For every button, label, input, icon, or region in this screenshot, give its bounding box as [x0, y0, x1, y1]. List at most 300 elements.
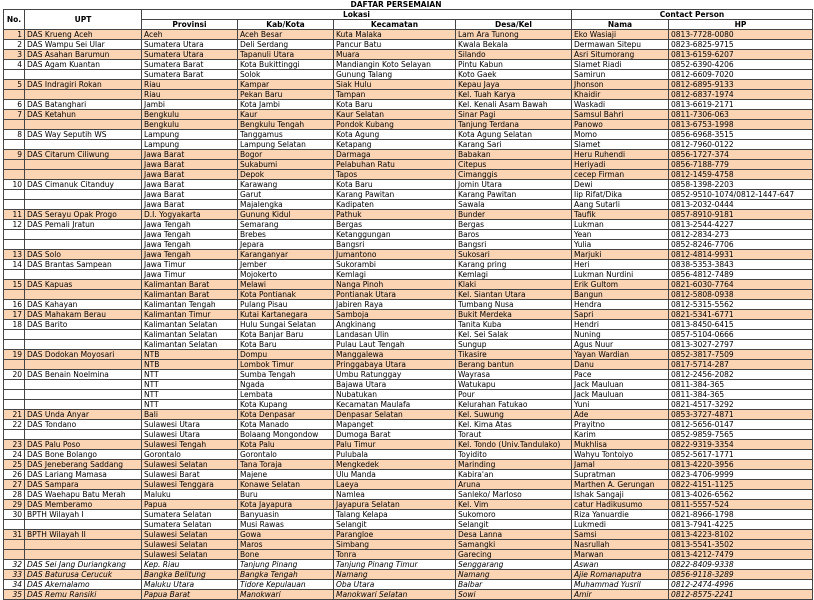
cell-upt[interactable] [25, 290, 142, 300]
cell-kecamatan[interactable]: Tapos [334, 170, 456, 180]
header-nama[interactable]: Nama [572, 20, 669, 30]
cell-nama[interactable]: Karim [572, 430, 669, 440]
cell-upt[interactable]: DAS Unda Anyar [25, 410, 142, 420]
cell-no[interactable]: 25 [4, 460, 25, 470]
cell-kecamatan[interactable]: Angkinang [334, 320, 456, 330]
cell-nama[interactable]: Eko Wasiaji [572, 30, 669, 40]
cell-desa-kel[interactable]: Sanleko/ Marloso [456, 490, 572, 500]
cell-hp[interactable]: 0822-8409-9338 [669, 560, 813, 570]
cell-no[interactable]: 33 [4, 570, 25, 580]
cell-kecamatan[interactable]: Parangloe [334, 530, 456, 540]
cell-kab-kota[interactable]: Maros [238, 540, 334, 550]
cell-hp[interactable]: 0852-9510-1074/0812-1447-647 [669, 190, 813, 200]
cell-provinsi[interactable]: Jawa Barat [142, 200, 238, 210]
cell-upt[interactable] [25, 360, 142, 370]
cell-provinsi[interactable]: Sumatera Barat [142, 60, 238, 70]
cell-kecamatan[interactable]: Ulu Manda [334, 470, 456, 480]
header-lokasi[interactable]: Lokasi [142, 10, 572, 20]
cell-kecamatan[interactable]: Pathuk [334, 210, 456, 220]
cell-nama[interactable]: Jamal [572, 460, 669, 470]
cell-provinsi[interactable]: Kalimantan Selatan [142, 320, 238, 330]
cell-kecamatan[interactable]: Pulubala [334, 450, 456, 460]
cell-upt[interactable] [25, 200, 142, 210]
cell-nama[interactable]: catur Hadikusumo [572, 500, 669, 510]
cell-no[interactable]: 13 [4, 250, 25, 260]
cell-nama[interactable]: Asri Situmorang [572, 50, 669, 60]
cell-desa-kel[interactable]: Koto Gaek [456, 70, 572, 80]
cell-hp[interactable]: 0813-4223-8102 [669, 530, 813, 540]
cell-desa-kel[interactable]: Kepau Jaya [456, 80, 572, 90]
cell-desa-kel[interactable]: Bangsri [456, 240, 572, 250]
cell-kab-kota[interactable]: Karawang [238, 180, 334, 190]
cell-nama[interactable]: Yean [572, 230, 669, 240]
cell-hp[interactable]: 0812-2474-4996 [669, 580, 813, 590]
cell-hp[interactable]: 0817-5714-287 [669, 360, 813, 370]
cell-hp[interactable]: 0821-4517-3292 [669, 400, 813, 410]
cell-provinsi[interactable]: Kep. Riau [142, 560, 238, 570]
cell-upt[interactable]: DAS Wampu Sei Ular [25, 40, 142, 50]
cell-provinsi[interactable]: Sulawesi Tengah [142, 440, 238, 450]
cell-upt[interactable]: DAS Waehapu Batu Merah [25, 490, 142, 500]
cell-no[interactable]: 21 [4, 410, 25, 420]
cell-no[interactable] [4, 520, 25, 530]
cell-kecamatan[interactable]: Mandiangin Koto Selayan [334, 60, 456, 70]
cell-provinsi[interactable]: Aceh [142, 30, 238, 40]
cell-hp[interactable]: 0852-9859-7565 [669, 430, 813, 440]
cell-nama[interactable]: Momo [572, 130, 669, 140]
cell-provinsi[interactable]: Sulawesi Selatan [142, 460, 238, 470]
cell-nama[interactable]: Danu [572, 360, 669, 370]
cell-nama[interactable]: Heru Ruhendi [572, 150, 669, 160]
cell-kecamatan[interactable]: Tanjung Pinang Timur [334, 560, 456, 570]
cell-kab-kota[interactable]: Manokwari [238, 590, 334, 600]
cell-kab-kota[interactable]: Karanganyar [238, 250, 334, 260]
cell-desa-kel[interactable]: Sukosari [456, 250, 572, 260]
cell-nama[interactable]: Hendri [572, 320, 669, 330]
cell-desa-kel[interactable]: Bergas [456, 220, 572, 230]
cell-provinsi[interactable]: Bengkulu [142, 110, 238, 120]
cell-nama[interactable]: Dermawan Sitepu [572, 40, 669, 50]
cell-no[interactable]: 5 [4, 80, 25, 90]
cell-nama[interactable]: Hendra [572, 300, 669, 310]
cell-provinsi[interactable]: Jawa Barat [142, 180, 238, 190]
cell-kecamatan[interactable]: Umbu Ratunggay [334, 370, 456, 380]
cell-no[interactable] [4, 200, 25, 210]
header-provinsi[interactable]: Provinsi [142, 20, 238, 30]
cell-upt[interactable] [25, 540, 142, 550]
cell-hp[interactable]: 0812-8575-2241 [669, 590, 813, 600]
cell-upt[interactable]: DAS Dodokan Moyosari [25, 350, 142, 360]
cell-upt[interactable] [25, 400, 142, 410]
cell-kecamatan[interactable]: Bergas [334, 220, 456, 230]
cell-hp[interactable]: 0813-2544-4227 [669, 220, 813, 230]
cell-provinsi[interactable]: Kalimantan Tengah [142, 300, 238, 310]
cell-provinsi[interactable]: Jawa Barat [142, 190, 238, 200]
cell-hp[interactable]: 0822-4151-1125 [669, 480, 813, 490]
cell-desa-kel[interactable]: Sawala [456, 200, 572, 210]
cell-desa-kel[interactable]: Klaki [456, 280, 572, 290]
cell-no[interactable] [4, 390, 25, 400]
cell-upt[interactable] [25, 380, 142, 390]
cell-kecamatan[interactable]: Kadipaten [334, 200, 456, 210]
cell-hp[interactable]: 0838-5353-3843 [669, 260, 813, 270]
cell-desa-kel[interactable]: Kel. Tuah Karya [456, 90, 572, 100]
cell-nama[interactable]: Sapri [572, 310, 669, 320]
cell-hp[interactable]: 0813-4026-6562 [669, 490, 813, 500]
cell-hp[interactable]: 0812-6609-7020 [669, 70, 813, 80]
cell-provinsi[interactable]: Riau [142, 80, 238, 90]
cell-upt[interactable]: DAS Baturusa Cerucuk [25, 570, 142, 580]
cell-kab-kota[interactable]: Kota Palu [238, 440, 334, 450]
cell-no[interactable] [4, 120, 25, 130]
cell-provinsi[interactable]: Sulawesi Barat [142, 470, 238, 480]
cell-desa-kel[interactable]: Baros [456, 230, 572, 240]
cell-nama[interactable]: Agus Nuur [572, 340, 669, 350]
cell-kecamatan[interactable]: Bajawa Utara [334, 380, 456, 390]
cell-nama[interactable]: Prayitno [572, 420, 669, 430]
cell-kecamatan[interactable]: Kaur Selatan [334, 110, 456, 120]
cell-provinsi[interactable]: Sumatera Barat [142, 70, 238, 80]
cell-kab-kota[interactable]: Jepara [238, 240, 334, 250]
header-kab-kota[interactable]: Kab/Kota [238, 20, 334, 30]
cell-desa-kel[interactable]: Karang Pawitan [456, 190, 572, 200]
cell-nama[interactable]: Lukmedi [572, 520, 669, 530]
cell-upt[interactable]: DAS Mahakam Berau [25, 310, 142, 320]
header-kecamatan[interactable]: Kecamatan [334, 20, 456, 30]
cell-kecamatan[interactable]: Tonra [334, 550, 456, 560]
cell-no[interactable]: 22 [4, 420, 25, 430]
cell-nama[interactable]: Dewi [572, 180, 669, 190]
cell-nama[interactable]: Samirun [572, 70, 669, 80]
cell-kecamatan[interactable]: Darmaga [334, 150, 456, 160]
cell-kecamatan[interactable]: Laeya [334, 480, 456, 490]
cell-desa-kel[interactable]: Tikasire [456, 350, 572, 360]
cell-provinsi[interactable]: Sulawesi Selatan [142, 540, 238, 550]
cell-desa-kel[interactable]: Kemlagi [456, 270, 572, 280]
cell-no[interactable]: 6 [4, 100, 25, 110]
cell-provinsi[interactable]: Jambi [142, 100, 238, 110]
cell-no[interactable]: 27 [4, 480, 25, 490]
cell-no[interactable] [4, 90, 25, 100]
cell-kab-kota[interactable]: Majene [238, 470, 334, 480]
cell-no[interactable]: 31 [4, 530, 25, 540]
cell-nama[interactable]: Marthen A. Gerungan [572, 480, 669, 490]
cell-kecamatan[interactable]: Gunung Talang [334, 70, 456, 80]
cell-upt[interactable]: DAS Agam Kuantan [25, 60, 142, 70]
cell-kab-kota[interactable]: Bolaang Mongondow [238, 430, 334, 440]
cell-no[interactable]: 16 [4, 300, 25, 310]
cell-hp[interactable]: 0812-2456-2082 [669, 370, 813, 380]
cell-provinsi[interactable]: Sulawesi Selatan [142, 530, 238, 540]
cell-desa-kel[interactable]: Samangki [456, 540, 572, 550]
cell-desa-kel[interactable]: Kelurahan Fatukao [456, 400, 572, 410]
cell-kab-kota[interactable]: Bone [238, 550, 334, 560]
cell-no[interactable] [4, 270, 25, 280]
cell-upt[interactable]: DAS Barito [25, 320, 142, 330]
cell-provinsi[interactable]: Sumatera Utara [142, 40, 238, 50]
cell-kab-kota[interactable]: Jember [238, 260, 334, 270]
cell-hp[interactable]: 0813-3027-2797 [669, 340, 813, 350]
cell-no[interactable]: 9 [4, 150, 25, 160]
cell-hp[interactable]: 0812-5315-5562 [669, 300, 813, 310]
cell-hp[interactable]: 0813-4212-7479 [669, 550, 813, 560]
cell-kecamatan[interactable]: Kecamatan Maulafa [334, 400, 456, 410]
cell-provinsi[interactable]: NTB [142, 350, 238, 360]
cell-kab-kota[interactable]: Pulang Pisau [238, 300, 334, 310]
cell-kab-kota[interactable]: Kota Kupang [238, 400, 334, 410]
cell-upt[interactable]: DAS Akemalamo [25, 580, 142, 590]
cell-upt[interactable]: DAS Brantas Sampean [25, 260, 142, 270]
cell-provinsi[interactable]: Maluku Utara [142, 580, 238, 590]
cell-no[interactable]: 10 [4, 180, 25, 190]
cell-kab-kota[interactable]: Lampung Selatan [238, 140, 334, 150]
cell-no[interactable] [4, 330, 25, 340]
cell-desa-kel[interactable]: Jomin Utara [456, 180, 572, 190]
cell-kab-kota[interactable]: Dompu [238, 350, 334, 360]
cell-upt[interactable]: DAS Bone Bolango [25, 450, 142, 460]
cell-no[interactable] [4, 540, 25, 550]
cell-kecamatan[interactable]: Kota Agung [334, 130, 456, 140]
cell-kecamatan[interactable]: Pelabuhan Ratu [334, 160, 456, 170]
cell-desa-kel[interactable]: Karang Sari [456, 140, 572, 150]
cell-desa-kel[interactable]: Wayrasa [456, 370, 572, 380]
cell-desa-kel[interactable]: Aruna [456, 480, 572, 490]
cell-hp[interactable]: 0853-3727-4871 [669, 410, 813, 420]
cell-upt[interactable]: DAS Way Seputih WS [25, 130, 142, 140]
cell-no[interactable] [4, 160, 25, 170]
cell-nama[interactable]: Yayan Wardian [572, 350, 669, 360]
cell-nama[interactable]: Nuning [572, 330, 669, 340]
cell-kab-kota[interactable]: Brebes [238, 230, 334, 240]
cell-kecamatan[interactable]: Jumantono [334, 250, 456, 260]
cell-hp[interactable]: 0822-9319-3354 [669, 440, 813, 450]
cell-desa-kel[interactable]: Marinding [456, 460, 572, 470]
cell-upt[interactable] [25, 240, 142, 250]
cell-nama[interactable]: Marjuki [572, 250, 669, 260]
cell-kecamatan[interactable]: Palu Timur [334, 440, 456, 450]
cell-kecamatan[interactable]: Sukorambi [334, 260, 456, 270]
cell-kab-kota[interactable]: Tidore Kepulauan [238, 580, 334, 590]
cell-provinsi[interactable]: Sumatera Utara [142, 50, 238, 60]
cell-desa-kel[interactable]: Tanjung Terdana [456, 120, 572, 130]
cell-desa-kel[interactable]: Silando [456, 50, 572, 60]
cell-kecamatan[interactable]: Manggalewa [334, 350, 456, 360]
cell-kab-kota[interactable]: Tapanuli Utara [238, 50, 334, 60]
cell-kab-kota[interactable]: Solok [238, 70, 334, 80]
cell-kab-kota[interactable]: Majalengka [238, 200, 334, 210]
cell-provinsi[interactable]: Maluku [142, 490, 238, 500]
cell-nama[interactable]: cecep Firman [572, 170, 669, 180]
cell-hp[interactable]: 0813-6619-2171 [669, 100, 813, 110]
cell-kecamatan[interactable]: Talang Kelapa [334, 510, 456, 520]
cell-no[interactable]: 20 [4, 370, 25, 380]
cell-provinsi[interactable]: Jawa Timur [142, 270, 238, 280]
cell-kecamatan[interactable]: Dumoga Barat [334, 430, 456, 440]
header-desa-kel[interactable]: Desa/Kel [456, 20, 572, 30]
cell-no[interactable] [4, 240, 25, 250]
cell-desa-kel[interactable]: Tanita Kuba [456, 320, 572, 330]
cell-no[interactable] [4, 140, 25, 150]
cell-kab-kota[interactable]: Melawi [238, 280, 334, 290]
cell-kab-kota[interactable]: Sukabumi [238, 160, 334, 170]
cell-desa-kel[interactable]: Kel. Tondo (Univ.Tandulako) [456, 440, 572, 450]
cell-nama[interactable]: Jack Mauluan [572, 390, 669, 400]
cell-provinsi[interactable]: Gorontalo [142, 450, 238, 460]
cell-provinsi[interactable]: Bali [142, 410, 238, 420]
cell-provinsi[interactable]: Kalimantan Selatan [142, 330, 238, 340]
header-no[interactable]: No. [4, 10, 25, 30]
cell-kab-kota[interactable]: Bengkulu Tengah [238, 120, 334, 130]
cell-hp[interactable]: 0812-6895-9133 [669, 80, 813, 90]
cell-kab-kota[interactable]: Tanjung Pinang [238, 560, 334, 570]
cell-nama[interactable]: Erik Gultom [572, 280, 669, 290]
cell-desa-kel[interactable]: Balbar [456, 580, 572, 590]
cell-upt[interactable]: DAS Sei Jang Duriangkang [25, 560, 142, 570]
cell-desa-kel[interactable]: Pour [456, 390, 572, 400]
cell-no[interactable]: 23 [4, 440, 25, 450]
cell-kab-kota[interactable]: Deli Serdang [238, 40, 334, 50]
cell-kecamatan[interactable]: Muara [334, 50, 456, 60]
cell-desa-kel[interactable]: Toraut [456, 430, 572, 440]
cell-kecamatan[interactable]: Pancur Batu [334, 40, 456, 50]
cell-upt[interactable] [25, 90, 142, 100]
cell-hp[interactable]: 0812-2834-273 [669, 230, 813, 240]
cell-provinsi[interactable]: Jawa Tengah [142, 220, 238, 230]
cell-kecamatan[interactable]: Kota Baru [334, 180, 456, 190]
cell-kab-kota[interactable]: Sumba Tengah [238, 370, 334, 380]
cell-nama[interactable]: Jhonson [572, 80, 669, 90]
cell-provinsi[interactable]: Kalimantan Selatan [142, 340, 238, 350]
cell-kab-kota[interactable]: Gunung Kidul [238, 210, 334, 220]
cell-no[interactable]: 26 [4, 470, 25, 480]
cell-no[interactable]: 11 [4, 210, 25, 220]
cell-no[interactable]: 34 [4, 580, 25, 590]
cell-no[interactable]: 17 [4, 310, 25, 320]
cell-nama[interactable]: Aswan [572, 560, 669, 570]
cell-desa-kel[interactable]: Citepus [456, 160, 572, 170]
cell-kecamatan[interactable]: Nubatukan [334, 390, 456, 400]
cell-kecamatan[interactable]: Ketapang [334, 140, 456, 150]
cell-upt[interactable]: DAS Sampara [25, 480, 142, 490]
cell-no[interactable]: 32 [4, 560, 25, 570]
cell-desa-kel[interactable]: Watukapu [456, 380, 572, 390]
cell-no[interactable]: 24 [4, 450, 25, 460]
cell-upt[interactable] [25, 430, 142, 440]
cell-no[interactable]: 35 [4, 590, 25, 600]
cell-kab-kota[interactable]: Garut [238, 190, 334, 200]
cell-kab-kota[interactable]: Kota Bukittinggi [238, 60, 334, 70]
cell-nama[interactable]: Ade [572, 410, 669, 420]
cell-upt[interactable] [25, 340, 142, 350]
cell-kab-kota[interactable]: Tanggamus [238, 130, 334, 140]
cell-kab-kota[interactable]: Buru [238, 490, 334, 500]
cell-kab-kota[interactable]: Mojokerto [238, 270, 334, 280]
cell-kab-kota[interactable]: Hulu Sungai Selatan [238, 320, 334, 330]
cell-no[interactable]: 30 [4, 510, 25, 520]
cell-kab-kota[interactable]: Kaur [238, 110, 334, 120]
cell-hp[interactable]: 0857-8910-9181 [669, 210, 813, 220]
cell-kecamatan[interactable]: Kemlagi [334, 270, 456, 280]
cell-desa-kel[interactable]: Desa Lanna [456, 530, 572, 540]
cell-upt[interactable]: DAS Tondano [25, 420, 142, 430]
cell-nama[interactable]: Muhammad Yusril [572, 580, 669, 590]
cell-hp[interactable]: 0812-5808-0938 [669, 290, 813, 300]
cell-desa-kel[interactable]: Namang [456, 570, 572, 580]
cell-upt[interactable]: DAS Batanghari [25, 100, 142, 110]
cell-nama[interactable]: Panowo [572, 120, 669, 130]
cell-provinsi[interactable]: NTT [142, 380, 238, 390]
cell-desa-kel[interactable]: Toyidito [456, 450, 572, 460]
cell-no[interactable]: 7 [4, 110, 25, 120]
cell-upt[interactable]: DAS Serayu Opak Progo [25, 210, 142, 220]
cell-no[interactable]: 1 [4, 30, 25, 40]
cell-hp[interactable]: 0813-2032-0444 [669, 200, 813, 210]
cell-provinsi[interactable]: Papua [142, 500, 238, 510]
cell-kecamatan[interactable]: Ketanggungan [334, 230, 456, 240]
cell-kab-kota[interactable]: Gowa [238, 530, 334, 540]
cell-kecamatan[interactable]: Nanga Pinoh [334, 280, 456, 290]
cell-desa-kel[interactable]: Kel. Vim [456, 500, 572, 510]
cell-kecamatan[interactable]: Kota Baru [334, 100, 456, 110]
cell-kab-kota[interactable]: Kota Baru [238, 340, 334, 350]
cell-kecamatan[interactable]: Manokwari Selatan [334, 590, 456, 600]
cell-upt[interactable] [25, 520, 142, 530]
cell-desa-kel[interactable]: Pintu Kabun [456, 60, 572, 70]
cell-desa-kel[interactable]: Kel. Siantan Utara [456, 290, 572, 300]
cell-kab-kota[interactable]: Kutai Kartanegara [238, 310, 334, 320]
cell-upt[interactable]: DAS Krueng Aceh [25, 30, 142, 40]
cell-hp[interactable]: 0858-1398-2203 [669, 180, 813, 190]
cell-no[interactable]: 28 [4, 490, 25, 500]
cell-nama[interactable]: Ishak Sangaji [572, 490, 669, 500]
cell-hp[interactable]: 0812-4814-9931 [669, 250, 813, 260]
cell-kab-kota[interactable]: Kota Manado [238, 420, 334, 430]
cell-hp[interactable]: 0852-6390-4206 [669, 60, 813, 70]
cell-kecamatan[interactable]: Siak Hulu [334, 80, 456, 90]
cell-kab-kota[interactable]: Kota Jayapura [238, 500, 334, 510]
cell-upt[interactable]: DAS Palu Poso [25, 440, 142, 450]
cell-nama[interactable]: Slamet Riadi [572, 60, 669, 70]
cell-desa-kel[interactable]: Tumbang Nusa [456, 300, 572, 310]
cell-upt[interactable] [25, 190, 142, 200]
cell-nama[interactable]: Samsi [572, 530, 669, 540]
cell-provinsi[interactable]: Bengkulu [142, 120, 238, 130]
cell-hp[interactable]: 0856-1727-374 [669, 150, 813, 160]
cell-kecamatan[interactable]: Karang Pawitan [334, 190, 456, 200]
cell-desa-kel[interactable]: Kel. Kima Atas [456, 420, 572, 430]
cell-desa-kel[interactable]: Kel. Sei Salak [456, 330, 572, 340]
cell-no[interactable]: 19 [4, 350, 25, 360]
cell-upt[interactable] [25, 270, 142, 280]
cell-kab-kota[interactable]: Aceh Besar [238, 30, 334, 40]
cell-hp[interactable]: 0856-9118-3289 [669, 570, 813, 580]
cell-hp[interactable]: 0823-4706-9999 [669, 470, 813, 480]
cell-hp[interactable]: 0821-5341-6771 [669, 310, 813, 320]
cell-hp[interactable]: 0823-6825-9715 [669, 40, 813, 50]
cell-kecamatan[interactable]: Namlea [334, 490, 456, 500]
cell-no[interactable] [4, 340, 25, 350]
cell-kecamatan[interactable]: Pringgabaya Utara [334, 360, 456, 370]
cell-nama[interactable]: Yulia [572, 240, 669, 250]
cell-hp[interactable]: 0812-5656-0147 [669, 420, 813, 430]
cell-nama[interactable]: Taufik [572, 210, 669, 220]
cell-kecamatan[interactable]: Landasan Ulin [334, 330, 456, 340]
cell-no[interactable] [4, 190, 25, 200]
cell-provinsi[interactable]: Sulawesi Utara [142, 430, 238, 440]
cell-provinsi[interactable]: Bangka Belitung [142, 570, 238, 580]
cell-upt[interactable] [25, 390, 142, 400]
cell-upt[interactable]: DAS Solo [25, 250, 142, 260]
